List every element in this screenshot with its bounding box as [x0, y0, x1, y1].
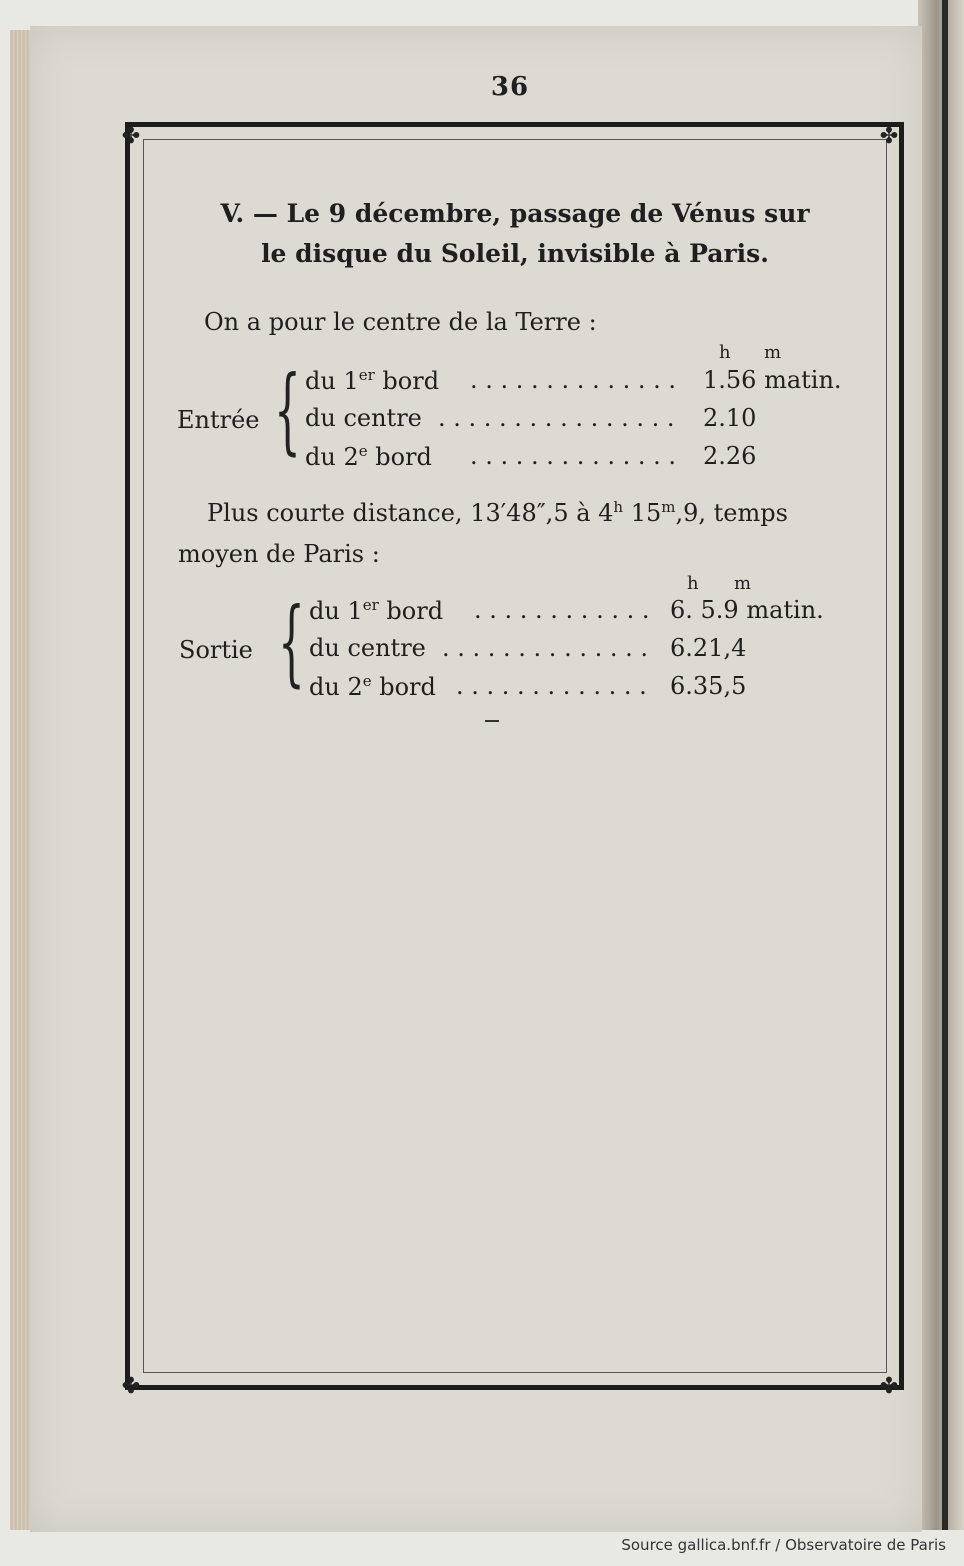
- corner-ornament-icon: ✤: [121, 1374, 141, 1399]
- row-label-end: bord: [374, 367, 440, 395]
- row-sup: er: [362, 596, 379, 614]
- unit-hours: h: [719, 342, 731, 363]
- distance-part-c: ,9, temps: [675, 499, 788, 527]
- unit-minutes: m: [734, 573, 752, 594]
- entree-value-1: 1.56 matin.: [703, 366, 842, 394]
- row-label-end: bord: [367, 443, 432, 471]
- entree-dots-2: . . . . . . . . . . . . . . . .: [438, 404, 675, 432]
- row-label: du centre: [309, 634, 426, 662]
- sortie-row-2: [309, 634, 426, 662]
- sortie-row-3: [309, 672, 436, 701]
- sortie-dots-1: . . . . . . . . . . . .: [474, 596, 650, 624]
- distance-part-a: Plus courte distance, 13′48″,5 à 4: [207, 499, 614, 527]
- unit-minutes: m: [764, 342, 782, 363]
- intro-text: On a pour le centre de la Terre :: [204, 308, 597, 336]
- sortie-value-1: 6. 5.9 matin.: [670, 596, 824, 624]
- entree-value-3: 2.26: [703, 442, 757, 470]
- corner-ornament-icon: ✤: [121, 124, 141, 149]
- row-sup: e: [362, 672, 372, 690]
- entree-label: Entrée: [177, 406, 260, 434]
- distance-part-b: 15: [623, 499, 662, 527]
- brace-icon: {: [274, 356, 301, 465]
- row-label-end: bord: [378, 597, 444, 625]
- entree-dots-1: . . . . . . . . . . . . . .: [470, 366, 676, 394]
- row-label: du 2: [309, 673, 363, 701]
- section-heading: [170, 194, 860, 274]
- row-label: du 1: [309, 597, 363, 625]
- brace-icon: {: [278, 588, 305, 697]
- sortie-row-1: [309, 596, 443, 625]
- distance-sup-m: m: [661, 498, 676, 516]
- spine-shadow: [942, 0, 948, 1530]
- unit-hours: h: [687, 573, 699, 594]
- entree-value-2: 2.10: [703, 404, 757, 432]
- sortie-dots-3: . . . . . . . . . . . . .: [456, 672, 647, 700]
- entree-row-1: [305, 366, 439, 395]
- row-label: du 1: [305, 367, 359, 395]
- book-spine: [918, 0, 964, 1530]
- row-label: du 2: [305, 443, 359, 471]
- entree-row-3: [305, 442, 432, 471]
- row-sup: er: [358, 366, 375, 384]
- distance-sup-h: h: [613, 498, 624, 516]
- row-label-end: bord: [371, 673, 436, 701]
- distance-text-line-1: [207, 498, 788, 527]
- corner-ornament-icon: ✤: [879, 1374, 899, 1399]
- entree-dots-3: . . . . . . . . . . . . . .: [470, 442, 676, 470]
- sortie-value-3: 6.35,5: [670, 672, 747, 700]
- row-sup: e: [358, 442, 368, 460]
- distance-text-line-2: moyen de Paris :: [178, 540, 380, 568]
- sortie-value-2: 6.21,4: [670, 634, 747, 662]
- sortie-dots-2: . . . . . . . . . . . . . .: [442, 634, 648, 662]
- entree-row-2: [305, 404, 422, 432]
- corner-ornament-icon: ✤: [879, 124, 899, 149]
- heading-line-1: V. — Le 9 décembre, passage de Vénus sur: [220, 199, 810, 228]
- source-credit: Source gallica.bnf.fr / Observatoire de Paris: [621, 1536, 946, 1554]
- end-dash: [485, 720, 499, 722]
- heading-line-2: le disque du Soleil, invisible à Paris.: [261, 239, 769, 268]
- row-label: du centre: [305, 404, 422, 432]
- sortie-label: Sortie: [179, 636, 253, 664]
- page-number: 36: [490, 72, 530, 102]
